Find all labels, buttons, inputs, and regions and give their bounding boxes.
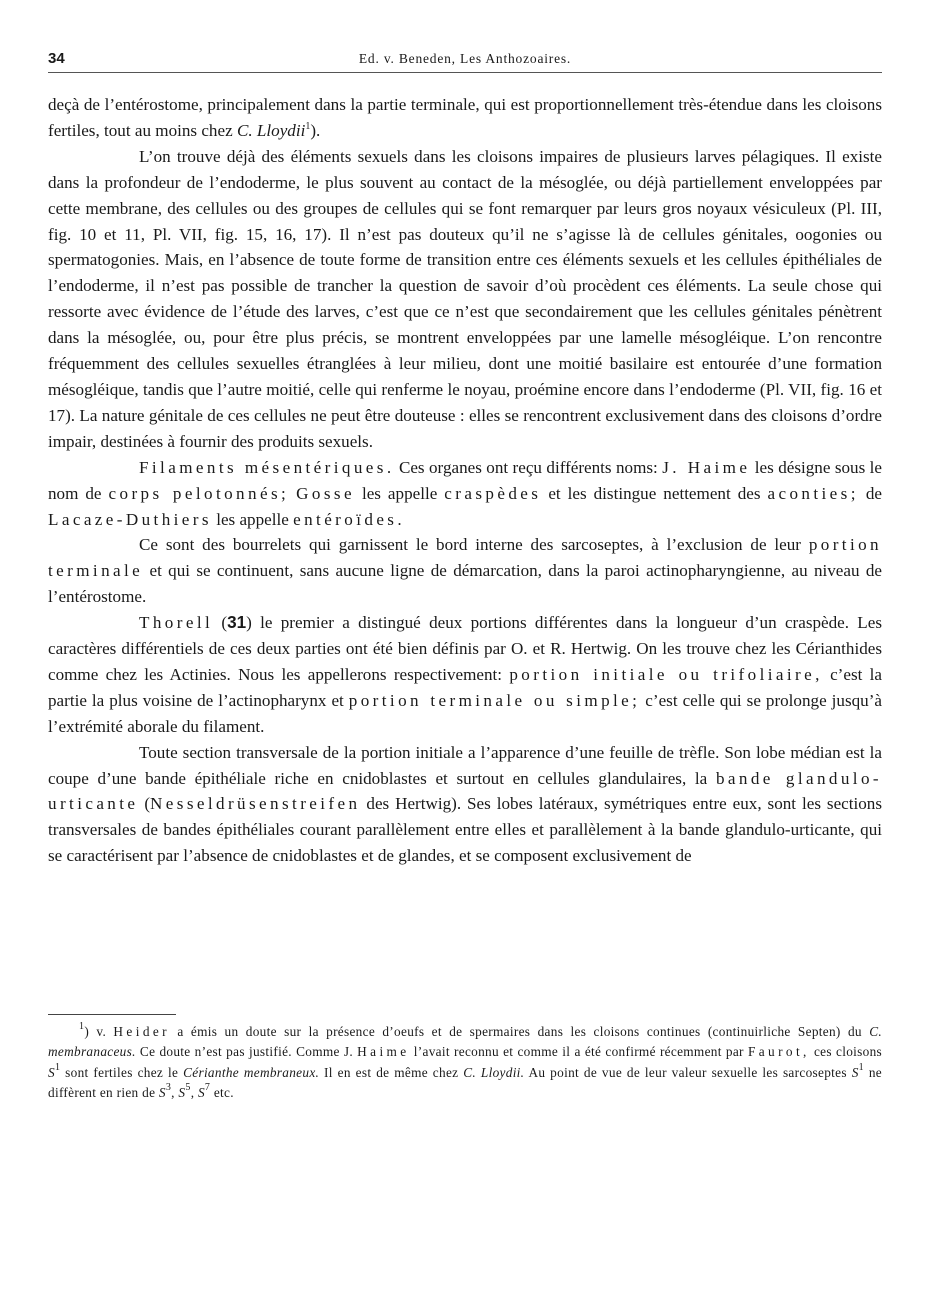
- footnote-mark: 1: [79, 1021, 85, 1032]
- footnote: $^1$) v. Heider a émis un doute sur la présence d’oeufs et de spermaires dans les cloisons continues (continuirliche Septen) du C. membranaceus. Ce doute n’est pas justifié. Comme J. Haime l’avait reconnu et comme il a été confirmé récemment par Faurot, ces cloisons $S^1$ sont fertiles chez le Cérianthe membraneux. Il en est de même chez C. Lloydii. Au point de vue de leur valeur sexuelle les sarcoseptes $S^1$ ne diffèrent en rien de $S^3$, $S^5$, $S^7$ etc.: [48, 1021, 883, 1101]
- running-header: [48, 50, 882, 73]
- bibliography-reference[interactable]: 31: [227, 613, 247, 633]
- footnote-reference[interactable]: 1: [305, 120, 311, 132]
- paragraph-1: deçà de l’entérostome, principalement dans la partie terminale, qui est proportionnellement très-étendue dans les cloisons fertiles, tout au moins chez C. Lloydii$^1$).: [48, 95, 882, 140]
- paragraph-6: Toute section transversale de la portion initiale a l’apparence d’une feuille de trèfle. Son lobe médian est la coupe d’une bande épithéliale riche en cnidoblastes et surtout en cellules glandulaires, la bande glandulo-urticante (Nesseldrüsenstreifen des Hertwig). Ses lobes latéraux, symétriques entre eux, sont les sections transversales de bandes épithéliales courant parallèlement entre elles et parallèlement à la bande glandulo-urticante, qui se caractérisent par l’absence de cnidoblastes et de glandes, et se composent exclusivement de: [48, 742, 882, 866]
- paragraph-5: Thorell (31) le premier a distingué deux portions différentes dans la longueur d’un craspède. Les caractères différentiels de ces deux parties ont été bien définis par O. et R. Hertwig. On les trouve chez les Cérianthides comme chez les Actinies. Nous les appellerons respectivement: portion initiale ou trifoliaire, c’est la partie la plus voisine de l’actinopharynx et portion terminale ou simple; c’est celle qui se prolonge jusqu’à l’extrémité aborale du filament.: [48, 613, 882, 736]
- body-text: [48, 92, 882, 869]
- section-heading: Filaments mésentériques.: [139, 457, 395, 477]
- footnote-divider: [48, 1014, 176, 1015]
- paragraph-2: L’on trouve déjà des éléments sexuels dans les cloisons impaires de plusieurs larves pélagiques. Il existe dans la profondeur de l’endoderme, le plus souvent au contact de la mésoglée, ou déjà partiellement enveloppées par cette membrane, des cellules ou des groupes de cellules qui se font remarquer par leurs gros noyaux vésiculeux (Pl. III, fig. 10 et 11, Pl. VII, fig. 15, 16, 17). Il n’est pas douteux qu’il ne s’agisse là de cellules génitales, oogonies ou spermatogonies. Mais, en l’absence de toute forme de transition entre ces éléments sexuels et les cellules épithéliales de l’endoderme, il n’est pas possible de trancher la question de savoir d’où procèdent ces éléments. La seule chose qui ressorte avec évidence de l’étude des larves, c’est que ce n’est que secondairement que les cellules génitales pénètrent dans la mésoglée, ou, pour être plus précis, se montrent enveloppées par une lamelle mésogléique. L’on rencontre fréquemment des cellules sexuelles étranglées à leur milieu, dont une moitié basilaire est entourée d’une formation mésogléique, tandis que l’autre moitié, celle qui renferme le noyau, proémine encore dans l’endoderme (Pl. VII, fig. 16 et 17). La nature génitale de ces cellules ne peut être douteuse : elles se rencontrent exclusivement dans des cloisons d’ordre impair, destinées à fournir des produits sexuels.: [48, 146, 882, 451]
- author-name: Thorell: [139, 613, 214, 633]
- running-title: Ed. v. Beneden, Les Anthozoaires.: [358, 51, 572, 66]
- page-number: 34: [48, 50, 65, 67]
- species-name: C. Lloydii: [236, 120, 306, 140]
- paragraph-3: Filaments mésentériques. Ces organes ont reçu différents noms: J. Haime les désigne sous le nom de corps pelotonnés; Gosse les appelle craspèdes et les distingue nettement des aconties; de Lacaze-Duthiers les appelle entéroïdes.: [48, 457, 883, 529]
- paragraph-4: Ce sont des bourrelets qui garnissent le bord interne des sarcoseptes, à l’exclusion de leur portion terminale et qui se continuent, sans aucune ligne de démarcation, dans la paroi actinopharyngienne, au niveau de l’entérostome.: [48, 535, 882, 607]
